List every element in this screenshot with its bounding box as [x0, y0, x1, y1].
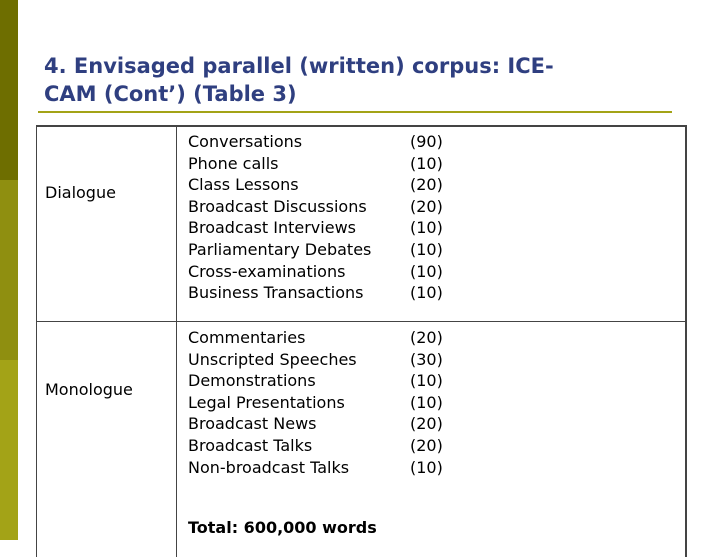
- table-row: [188, 131, 668, 153]
- row-value: (10): [410, 283, 443, 303]
- corpus-table: [36, 125, 687, 557]
- row-label: Class Lessons: [188, 175, 299, 195]
- row-label: Non-broadcast Talks: [188, 457, 350, 477]
- table-row: [188, 282, 668, 304]
- slide-title: 4. Envisaged parallel (written) corpus: ICE- CAM (Cont’) (Table 3): [44, 54, 554, 106]
- row-label: Phone calls: [188, 153, 279, 173]
- row-value: (10): [410, 457, 443, 477]
- column-divider: [176, 127, 177, 557]
- row-label: Conversations: [188, 132, 303, 151]
- row-value: (20): [410, 196, 443, 216]
- table-row: [188, 370, 668, 392]
- row-value: (20): [410, 435, 443, 455]
- row-value: (10): [410, 371, 443, 391]
- section-label-monologue: Monologue: [45, 380, 133, 399]
- row-label: Broadcast Talks: [188, 435, 313, 455]
- accent-bar-top: [0, 0, 18, 180]
- row-value: (20): [410, 328, 443, 347]
- row-label: Broadcast News: [188, 414, 317, 434]
- row-label: Cross-examinations: [188, 261, 346, 281]
- row-label: Commentaries: [188, 328, 306, 347]
- row-value: (10): [410, 392, 443, 412]
- row-value: (30): [410, 349, 443, 369]
- section-label-dialogue: Dialogue: [45, 183, 116, 202]
- row-label: Parliamentary Debates: [188, 239, 372, 259]
- table-row: [188, 196, 668, 218]
- row-label: Business Transactions: [188, 283, 364, 303]
- table-row: [188, 457, 668, 479]
- row-value: (90): [410, 132, 443, 151]
- table-row: [188, 349, 668, 371]
- table-row: [188, 327, 668, 349]
- table-row: [188, 261, 668, 283]
- row-label: Demonstrations: [188, 371, 316, 391]
- table-row: [188, 435, 668, 457]
- table-row: [188, 413, 668, 435]
- accent-bar-middle: [0, 180, 18, 360]
- row-label: Broadcast Discussions: [188, 196, 367, 216]
- row-label: Broadcast Interviews: [188, 218, 356, 238]
- row-label: Unscripted Speeches: [188, 349, 357, 369]
- row-value: (20): [410, 175, 443, 195]
- section-divider: [37, 321, 685, 322]
- dialogue-rows: [188, 131, 668, 304]
- monologue-rows: [188, 327, 668, 478]
- row-label: Legal Presentations: [188, 392, 345, 412]
- row-value: (20): [410, 414, 443, 434]
- table-row: [188, 392, 668, 414]
- title-underline: [38, 111, 672, 113]
- total-words: Total: 600,000 words: [188, 518, 377, 537]
- table-row: [188, 174, 668, 196]
- table-row: [188, 239, 668, 261]
- row-value: (10): [410, 239, 443, 259]
- row-value: (10): [410, 261, 443, 281]
- table-row: [188, 217, 668, 239]
- accent-bar-bottom: [0, 360, 18, 540]
- table-row: [188, 153, 668, 175]
- row-value: (10): [410, 153, 443, 173]
- row-value: (10): [410, 218, 443, 238]
